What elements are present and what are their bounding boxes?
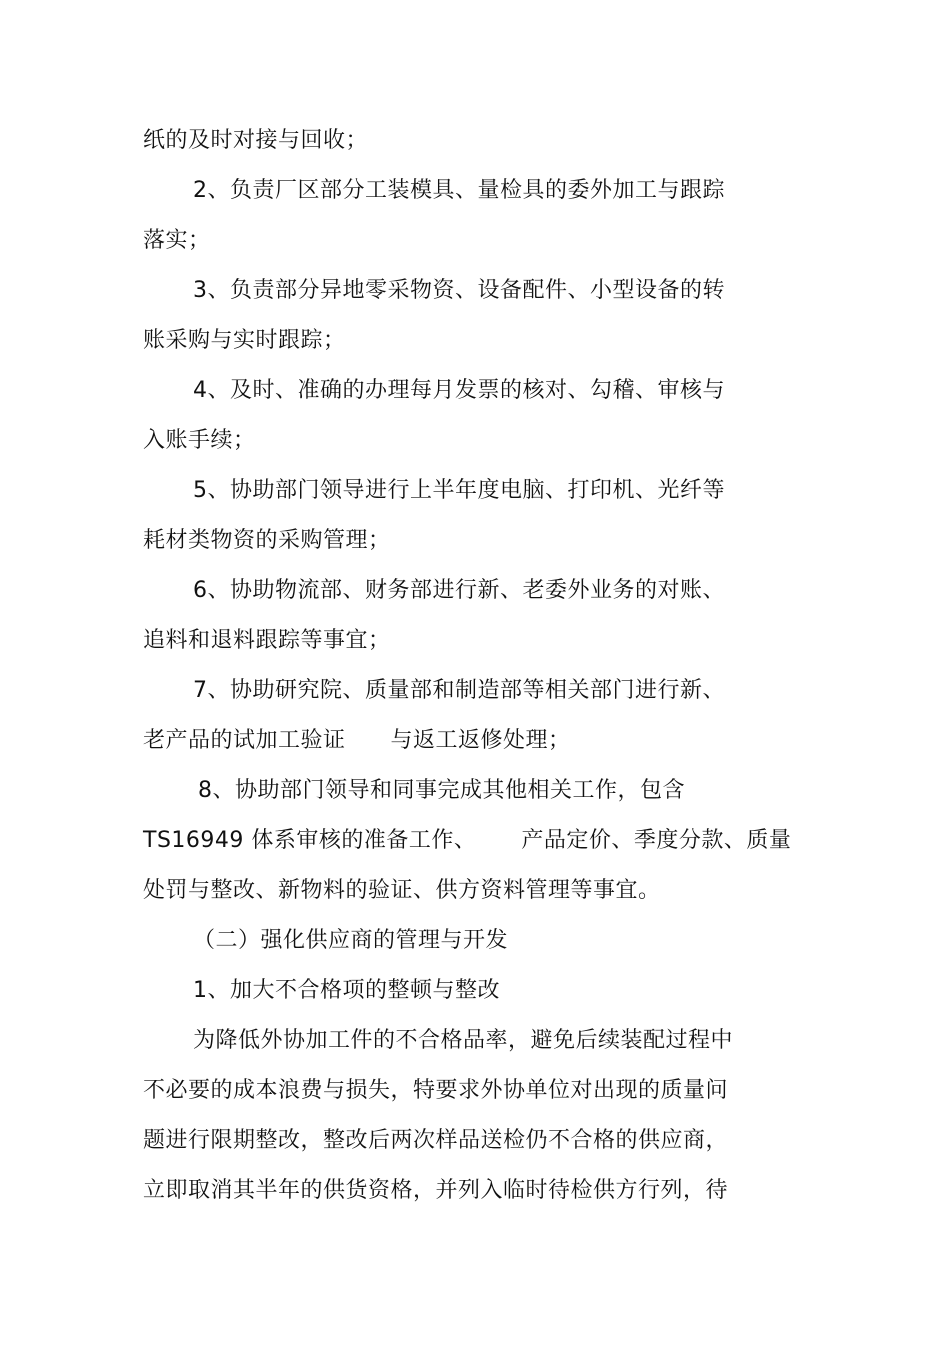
subsection-heading: 1、加大不合格项的整顿与整改: [193, 978, 500, 1003]
paragraph-line-2: 不必要的成本浪费与损失，特要求外协单位对出现的质量问: [143, 1078, 729, 1103]
section-heading: （二）强化供应商的管理与开发: [193, 928, 509, 953]
list-item-8-continued-1: TS16949 体系审核的准备工作、 产品定价、季度分款、质量: [143, 828, 792, 853]
list-item-5-continued: 耗材类物资的采购管理；: [143, 528, 391, 553]
list-item-2: 2、负责厂区部分工装模具、量检具的委外加工与跟踪: [193, 178, 725, 203]
list-item-3: 3、负责部分异地零采物资、设备配件、小型设备的转: [193, 278, 725, 303]
list-item-6: 6、协助物流部、财务部进行新、老委外业务的对账、: [193, 578, 725, 603]
list-item-7-continued: 老产品的试加工验证 与返工返修处理；: [143, 728, 571, 753]
list-item-5: 5、协助部门领导进行上半年度电脑、打印机、光纤等: [193, 478, 725, 503]
paragraph-line-3: 题进行限期整改，整改后两次样品送检仍不合格的供应商，: [143, 1128, 729, 1153]
text-line-1: 纸的及时对接与回收；: [143, 128, 369, 153]
list-item-7: 7、协助研究院、质量部和制造部等相关部门进行新、: [193, 678, 725, 703]
list-item-2-continued: 落实；: [143, 228, 211, 253]
list-item-4: 4、及时、准确的办理每月发票的核对、勾稽、审核与: [193, 378, 725, 403]
list-item-4-continued: 入账手续；: [143, 428, 256, 453]
list-item-6-continued: 追料和退料跟踪等事宜；: [143, 628, 391, 653]
list-item-8: 8、协助部门领导和同事完成其他相关工作，包含: [198, 778, 685, 803]
list-item-8-continued-2: 处罚与整改、新物料的验证、供方资料管理等事宜。: [143, 878, 661, 903]
list-item-3-continued: 账采购与实时跟踪；: [143, 328, 346, 353]
paragraph-line-4: 立即取消其半年的供货资格，并列入临时待检供方行列，待: [143, 1178, 729, 1203]
paragraph-line-1: 为降低外协加工件的不合格品率，避免后续装配过程中: [193, 1028, 734, 1053]
